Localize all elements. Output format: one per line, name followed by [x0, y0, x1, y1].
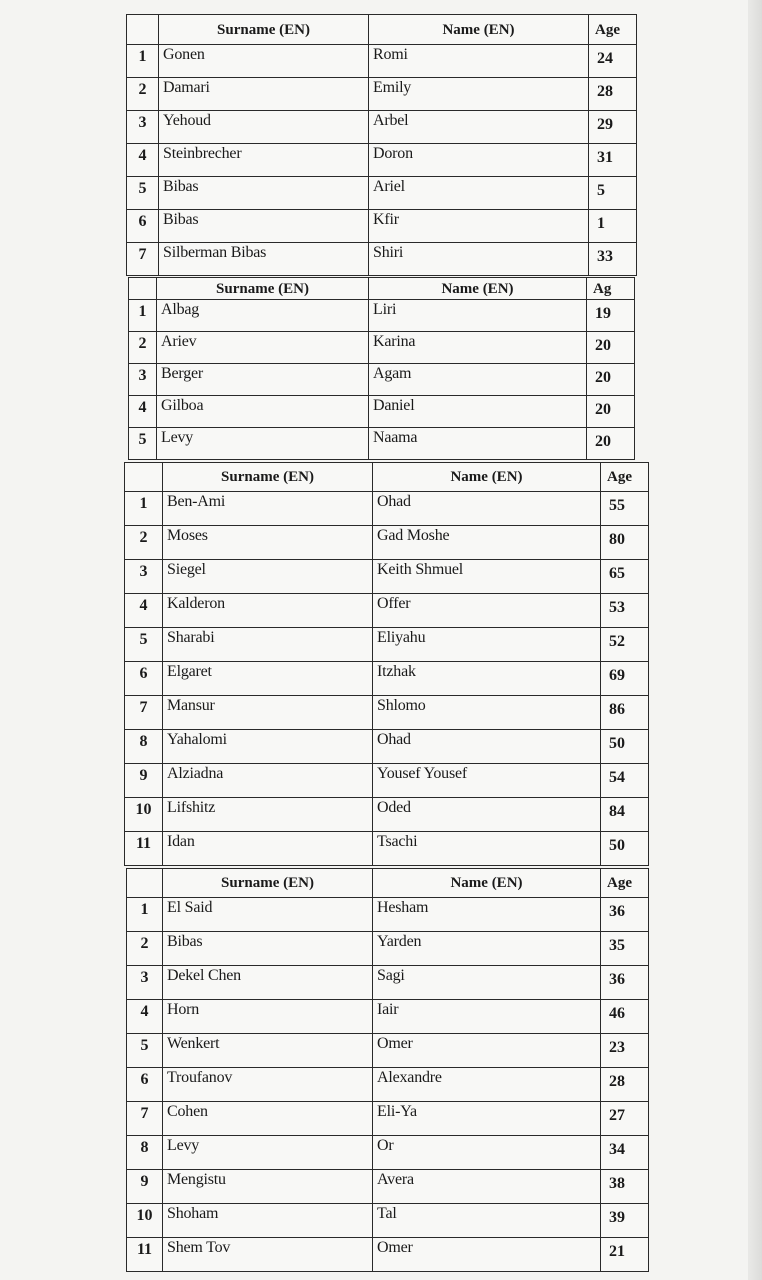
name-cell: Shlomo: [373, 696, 601, 730]
age-cell: 50: [601, 730, 649, 764]
surname-cell: Damari: [159, 78, 369, 111]
name-cell: Shiri: [369, 243, 589, 276]
age-cell: 31: [589, 144, 637, 177]
row-number: 9: [125, 764, 163, 798]
table-row: [127, 1068, 649, 1102]
surname-cell: Steinbrecher: [159, 144, 369, 177]
row-number: 10: [127, 1204, 163, 1238]
age-cell: 38: [601, 1170, 649, 1204]
table-row: [127, 1204, 649, 1238]
table-header-row: [127, 869, 649, 898]
age-cell: 54: [601, 764, 649, 798]
age-cell: 21: [601, 1238, 649, 1272]
table-row: [125, 560, 649, 594]
header-surname: Surname (EN): [163, 869, 373, 898]
row-number: 1: [127, 898, 163, 932]
row-number: 3: [125, 560, 163, 594]
table-header-row: [127, 15, 637, 45]
table-row: [129, 332, 635, 364]
row-number: 2: [127, 78, 159, 111]
header-number: [129, 278, 157, 300]
header-surname: Surname (EN): [159, 15, 369, 45]
table-row: [125, 696, 649, 730]
header-name: Name (EN): [369, 278, 587, 300]
table-body: [129, 300, 635, 460]
surname-cell: Ariev: [157, 332, 369, 364]
row-number: 7: [127, 1102, 163, 1136]
row-number: 10: [125, 798, 163, 832]
name-cell: Gad Moshe: [373, 526, 601, 560]
surname-cell: Wenkert: [163, 1034, 373, 1068]
surname-cell: Lifshitz: [163, 798, 373, 832]
table-header-row: [125, 463, 649, 492]
row-number: 6: [125, 662, 163, 696]
row-number: 5: [127, 177, 159, 210]
name-cell: Omer: [373, 1034, 601, 1068]
name-cell: Doron: [369, 144, 589, 177]
table-row: [125, 628, 649, 662]
row-number: 7: [127, 243, 159, 276]
table-row: [125, 594, 649, 628]
table-header-row: [129, 278, 635, 300]
table-row: [127, 1102, 649, 1136]
surname-cell: Yehoud: [159, 111, 369, 144]
surname-cell: Mansur: [163, 696, 373, 730]
row-number: 2: [129, 332, 157, 364]
age-cell: 27: [601, 1102, 649, 1136]
table-row: [127, 966, 649, 1000]
table-row: [127, 898, 649, 932]
age-cell: 19: [587, 300, 635, 332]
name-cell: Alexandre: [373, 1068, 601, 1102]
surname-cell: Horn: [163, 1000, 373, 1034]
age-cell: 20: [587, 428, 635, 460]
table-row: [129, 396, 635, 428]
surname-cell: Siegel: [163, 560, 373, 594]
surname-cell: Dekel Chen: [163, 966, 373, 1000]
name-cell: Avera: [373, 1170, 601, 1204]
table-row: [125, 730, 649, 764]
name-cell: Romi: [369, 45, 589, 78]
table-row: [127, 932, 649, 966]
age-cell: 39: [601, 1204, 649, 1238]
age-cell: 50: [601, 832, 649, 866]
row-number: 2: [125, 526, 163, 560]
name-cell: Karina: [369, 332, 587, 364]
age-cell: 20: [587, 332, 635, 364]
name-cell: Naama: [369, 428, 587, 460]
table-row: [127, 177, 637, 210]
hostage-table-3: [124, 462, 649, 866]
age-cell: 5: [589, 177, 637, 210]
age-cell: 36: [601, 898, 649, 932]
name-cell: Keith Shmuel: [373, 560, 601, 594]
name-cell: Offer: [373, 594, 601, 628]
name-cell: Iair: [373, 1000, 601, 1034]
age-cell: 52: [601, 628, 649, 662]
surname-cell: Bibas: [159, 210, 369, 243]
table-body: [127, 45, 637, 276]
name-cell: Sagi: [373, 966, 601, 1000]
header-age: Ag: [587, 278, 635, 300]
name-cell: Emily: [369, 78, 589, 111]
age-cell: 29: [589, 111, 637, 144]
row-number: 6: [127, 210, 159, 243]
row-number: 4: [127, 1000, 163, 1034]
table-row: [127, 1238, 649, 1272]
age-cell: 46: [601, 1000, 649, 1034]
row-number: 5: [129, 428, 157, 460]
header-name: Name (EN): [369, 15, 589, 45]
surname-cell: Ben-Ami: [163, 492, 373, 526]
row-number: 3: [127, 966, 163, 1000]
header-name: Name (EN): [373, 463, 601, 492]
header-number: [127, 869, 163, 898]
surname-cell: Bibas: [163, 932, 373, 966]
table-row: [129, 300, 635, 332]
row-number: 3: [127, 111, 159, 144]
hostage-table-2: [128, 277, 635, 460]
age-cell: 65: [601, 560, 649, 594]
header-number: [127, 15, 159, 45]
surname-cell: Silberman Bibas: [159, 243, 369, 276]
age-cell: 20: [587, 396, 635, 428]
table-row: [129, 364, 635, 396]
age-cell: 36: [601, 966, 649, 1000]
table-row: [125, 832, 649, 866]
row-number: 4: [127, 144, 159, 177]
surname-cell: Levy: [157, 428, 369, 460]
header-surname: Surname (EN): [157, 278, 369, 300]
table-row: [127, 1170, 649, 1204]
surname-cell: El Said: [163, 898, 373, 932]
name-cell: Tsachi: [373, 832, 601, 866]
surname-cell: Alziadna: [163, 764, 373, 798]
table-row: [125, 764, 649, 798]
name-cell: Kfir: [369, 210, 589, 243]
row-number: 9: [127, 1170, 163, 1204]
row-number: 6: [127, 1068, 163, 1102]
surname-cell: Sharabi: [163, 628, 373, 662]
table-row: [127, 45, 637, 78]
row-number: 1: [129, 300, 157, 332]
age-cell: 24: [589, 45, 637, 78]
age-cell: 28: [601, 1068, 649, 1102]
table-row: [127, 78, 637, 111]
surname-cell: Gonen: [159, 45, 369, 78]
surname-cell: Gilboa: [157, 396, 369, 428]
row-number: 2: [127, 932, 163, 966]
age-cell: 33: [589, 243, 637, 276]
row-number: 4: [129, 396, 157, 428]
table-row: [127, 144, 637, 177]
table-row: [125, 492, 649, 526]
row-number: 1: [125, 492, 163, 526]
row-number: 11: [127, 1238, 163, 1272]
name-cell: Yousef Yousef: [373, 764, 601, 798]
table-row: [125, 526, 649, 560]
surname-cell: Levy: [163, 1136, 373, 1170]
age-cell: 84: [601, 798, 649, 832]
surname-cell: Bibas: [159, 177, 369, 210]
name-cell: Agam: [369, 364, 587, 396]
name-cell: Oded: [373, 798, 601, 832]
name-cell: Daniel: [369, 396, 587, 428]
age-cell: 53: [601, 594, 649, 628]
row-number: 3: [129, 364, 157, 396]
surname-cell: Albag: [157, 300, 369, 332]
surname-cell: Yahalomi: [163, 730, 373, 764]
name-cell: Itzhak: [373, 662, 601, 696]
name-cell: Omer: [373, 1238, 601, 1272]
table-row: [127, 1136, 649, 1170]
age-cell: 23: [601, 1034, 649, 1068]
table-row: [127, 210, 637, 243]
age-cell: 34: [601, 1136, 649, 1170]
row-number: 5: [127, 1034, 163, 1068]
age-cell: 55: [601, 492, 649, 526]
hostage-table-1: [126, 14, 637, 276]
surname-cell: Moses: [163, 526, 373, 560]
surname-cell: Berger: [157, 364, 369, 396]
table-row: [127, 111, 637, 144]
row-number: 8: [127, 1136, 163, 1170]
row-number: 5: [125, 628, 163, 662]
age-cell: 1: [589, 210, 637, 243]
name-cell: Arbel: [369, 111, 589, 144]
name-cell: Eli-Ya: [373, 1102, 601, 1136]
age-cell: 20: [587, 364, 635, 396]
table-row: [125, 662, 649, 696]
row-number: 4: [125, 594, 163, 628]
row-number: 1: [127, 45, 159, 78]
table-row: [127, 243, 637, 276]
age-cell: 86: [601, 696, 649, 730]
surname-cell: Troufanov: [163, 1068, 373, 1102]
surname-cell: Kalderon: [163, 594, 373, 628]
age-cell: 80: [601, 526, 649, 560]
row-number: 8: [125, 730, 163, 764]
table-body: [127, 898, 649, 1272]
surname-cell: Elgaret: [163, 662, 373, 696]
name-cell: Tal: [373, 1204, 601, 1238]
name-cell: Eliyahu: [373, 628, 601, 662]
surname-cell: Cohen: [163, 1102, 373, 1136]
table-body: [125, 492, 649, 866]
table-row: [127, 1000, 649, 1034]
age-cell: 69: [601, 662, 649, 696]
surname-cell: Mengistu: [163, 1170, 373, 1204]
header-age: Age: [589, 15, 637, 45]
name-cell: Yarden: [373, 932, 601, 966]
row-number: 11: [125, 832, 163, 866]
name-cell: Liri: [369, 300, 587, 332]
table-row: [129, 428, 635, 460]
surname-cell: Shem Tov: [163, 1238, 373, 1272]
row-number: 7: [125, 696, 163, 730]
header-number: [125, 463, 163, 492]
age-cell: 28: [589, 78, 637, 111]
hostage-table-4: [126, 868, 649, 1272]
header-name: Name (EN): [373, 869, 601, 898]
name-cell: Hesham: [373, 898, 601, 932]
name-cell: Ohad: [373, 492, 601, 526]
name-cell: Ariel: [369, 177, 589, 210]
name-cell: Ohad: [373, 730, 601, 764]
table-row: [125, 798, 649, 832]
header-age: Age: [601, 869, 649, 898]
age-cell: 35: [601, 932, 649, 966]
table-row: [127, 1034, 649, 1068]
name-cell: Or: [373, 1136, 601, 1170]
page-edge: [748, 0, 762, 1280]
header-age: Age: [601, 463, 649, 492]
surname-cell: Shoham: [163, 1204, 373, 1238]
surname-cell: Idan: [163, 832, 373, 866]
header-surname: Surname (EN): [163, 463, 373, 492]
